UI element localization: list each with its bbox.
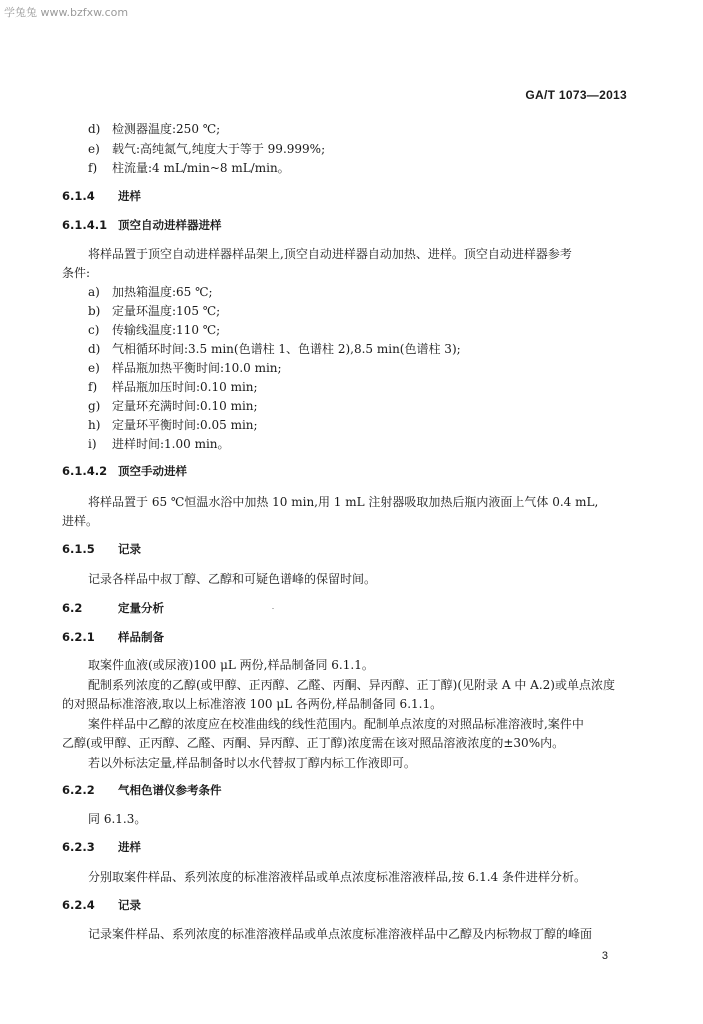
section-heading-6-1-4-1 (62, 217, 222, 233)
section-title: 顶空自动进样器进样 (118, 218, 222, 232)
list-item (88, 341, 461, 357)
section-title: 顶空手动进样 (118, 464, 187, 478)
list-text: 定量环充满时间:0.10 min; (112, 399, 258, 413)
list-text: 检测器温度:250 ℃; (112, 122, 221, 136)
section-title: 样品制备 (118, 630, 164, 644)
section-number: 6.2.1 (62, 630, 95, 644)
paragraph-line: 案件样品中乙醇的浓度应在校准曲线的线性范围内。配制单点浓度的对照品标准溶液时,案件中 (88, 717, 584, 731)
section-number: 6.1.4 (62, 189, 95, 203)
paragraph-line: 将样品置于顶空自动进样器样品架上,顶空自动进样器自动加热、进样。顶空自动进样器参考 (88, 247, 572, 261)
paragraph-line: 若以外标法定量,样品制备时以水代替叔丁醇内标工作液即可。 (88, 756, 416, 770)
section-heading-6-2-4 (62, 897, 141, 913)
paragraph-line: 配制系列浓度的乙醇(或甲醇、正丙醇、乙醛、丙酮、异丙醇、正丁醇)(见附录 A 中 A.2)或单点浓度 (88, 678, 615, 692)
list-item (88, 360, 282, 376)
list-item (88, 398, 258, 414)
list-marker: f) (88, 380, 98, 394)
section-heading-6-2-2 (62, 782, 222, 798)
list-marker: e) (88, 361, 100, 375)
section-number: 6.1.4.1 (62, 218, 108, 232)
list-item (88, 322, 220, 338)
section-title: 记录 (118, 542, 141, 556)
list-text: 样品瓶加压时间:0.10 min; (112, 380, 258, 394)
section-heading-6-2-1 (62, 629, 164, 645)
section-number: 6.1.4.2 (62, 464, 108, 478)
section-number: 6.1.5 (62, 542, 95, 556)
paragraph-line: 的对照品标准溶液,取以上标准溶液 100 μL 各两份,样品制备同 6.1.1。 (62, 697, 443, 711)
section-number: 6.2.4 (62, 898, 95, 912)
list-marker: c) (88, 323, 100, 337)
list-text: 柱流量:4 mL/min~8 mL/min。 (112, 161, 290, 175)
list-text: 进样时间:1.00 min。 (112, 437, 230, 451)
list-marker: i) (88, 437, 97, 451)
list-marker: a) (88, 285, 100, 299)
section-heading-6-1-5 (62, 541, 141, 557)
list-marker: d) (88, 342, 101, 356)
list-text: 定量环平衡时间:0.05 min; (112, 418, 258, 432)
section-title: 气相色谱仪参考条件 (118, 783, 222, 797)
section-title: 记录 (118, 898, 141, 912)
page-number: 3 (601, 950, 608, 962)
list-item (88, 379, 258, 395)
scan-speck (272, 608, 274, 609)
paragraph-line: 记录各样品中叔丁醇、乙醇和可疑色谱峰的保留时间。 (88, 572, 377, 586)
list-item (88, 417, 258, 433)
section-heading-6-2-3 (62, 839, 141, 855)
list-marker: f) (88, 161, 98, 175)
list-item (88, 436, 230, 452)
section-title: 进样 (118, 189, 141, 203)
paragraph-line: 进样。 (62, 514, 99, 528)
list-text: 样品瓶加热平衡时间:10.0 min; (112, 361, 282, 375)
list-item (88, 303, 220, 319)
list-text: 传输线温度:110 ℃; (112, 323, 221, 337)
list-item (88, 121, 220, 137)
list-item (88, 284, 213, 300)
list-marker: d) (88, 122, 101, 136)
list-text: 气相循环时间:3.5 min(色谱柱 1、色谱柱 2),8.5 min(色谱柱 3); (112, 342, 461, 356)
list-text: 加热箱温度:65 ℃; (112, 285, 213, 299)
section-number: 6.2.2 (62, 783, 95, 797)
standard-number-header: GA/T 1073—2013 (525, 88, 627, 102)
list-marker: h) (88, 418, 101, 432)
section-number: 6.2.3 (62, 840, 95, 854)
paragraph-line: 取案件血液(或尿液)100 μL 两份,样品制备同 6.1.1。 (88, 658, 374, 672)
section-heading-6-1-4 (62, 188, 141, 204)
paragraph-line: 条件: (62, 266, 91, 280)
section-title: 进样 (118, 840, 141, 854)
section-heading-6-2 (62, 600, 164, 616)
paragraph-line: 分别取案件样品、系列浓度的标准溶液样品或单点浓度标准溶液样品,按 6.1.4 条件进样分析。 (88, 870, 586, 884)
list-marker: e) (88, 142, 100, 156)
list-item (88, 141, 325, 157)
list-item (88, 160, 290, 176)
list-marker: g) (88, 399, 101, 413)
list-text: 载气:高纯氮气,纯度大于等于 99.999%; (112, 142, 326, 156)
watermark: 学兔兔 www.bzfxw.com (4, 6, 129, 19)
paragraph-line: 记录案件样品、系列浓度的标准溶液样品或单点浓度标准溶液样品中乙醇及内标物叔丁醇的峰面 (88, 927, 593, 941)
section-heading-6-1-4-2 (62, 463, 187, 479)
section-number: 6.2 (62, 601, 83, 615)
list-marker: b) (88, 304, 101, 318)
section-title: 定量分析 (118, 601, 164, 615)
paragraph-line: 乙醇(或甲醇、正丙醇、乙醛、丙酮、异丙醇、正丁醇)浓度需在该对照品溶液浓度的±30%内。 (62, 736, 565, 750)
list-text: 定量环温度:105 ℃; (112, 304, 221, 318)
paragraph-line: 将样品置于 65 ℃恒温水浴中加热 10 min,用 1 mL 注射器吸取加热后瓶内液面上气体 0.4 mL, (88, 495, 599, 509)
paragraph-line: 同 6.1.3。 (88, 812, 147, 826)
